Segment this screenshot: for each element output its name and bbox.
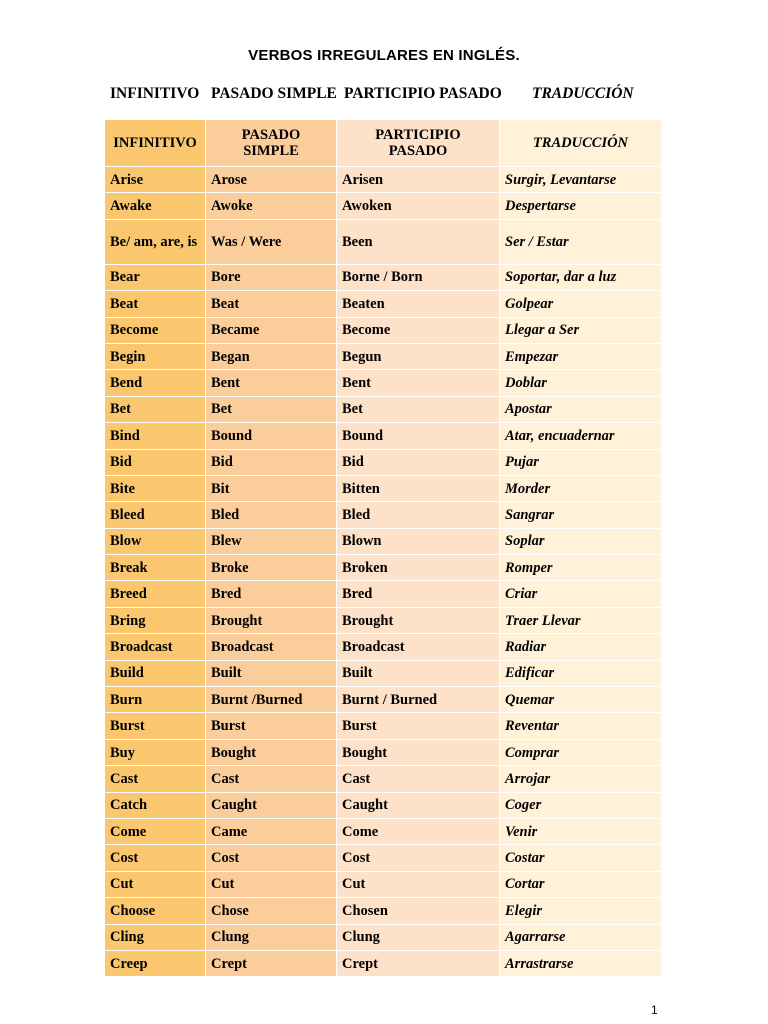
past-simple-cell: Chose — [206, 898, 337, 924]
subheading-past-simple: PASADO SIMPLE — [211, 85, 337, 102]
table-row — [105, 344, 662, 370]
infinitive-cell: Begin — [105, 344, 206, 370]
past-simple-cell: Bore — [206, 265, 337, 291]
infinitive-cell: Broadcast — [105, 634, 206, 660]
infinitive-cell: Arise — [105, 167, 206, 193]
infinitive-cell: Cast — [105, 766, 206, 792]
infinitive-cell: Come — [105, 819, 206, 845]
infinitive-cell: Cut — [105, 872, 206, 898]
infinitive-cell: Cling — [105, 925, 206, 951]
past-participle-cell: Arisen — [337, 167, 500, 193]
table-row — [105, 819, 662, 845]
translation-cell: Radiar — [500, 634, 662, 660]
past-participle-cell: Bled — [337, 502, 500, 528]
past-simple-cell: Cut — [206, 872, 337, 898]
infinitive-cell: Breed — [105, 581, 206, 607]
translation-cell: Doblar — [500, 370, 662, 396]
infinitive-cell: Bet — [105, 397, 206, 423]
header-translation — [500, 120, 662, 167]
table-row — [105, 423, 662, 449]
translation-cell: Arrojar — [500, 766, 662, 792]
infinitive-cell: Catch — [105, 793, 206, 819]
past-simple-cell: Came — [206, 819, 337, 845]
past-participle-cell: Blown — [337, 529, 500, 555]
header-past-participle-line1: PARTICIPIO — [375, 127, 461, 143]
table-row — [105, 476, 662, 502]
translation-cell: Arrastrarse — [500, 951, 662, 977]
table-row — [105, 581, 662, 607]
table-body — [105, 167, 662, 977]
table-row — [105, 793, 662, 819]
past-simple-cell: Was / Were — [206, 220, 337, 265]
past-simple-cell: Burnt /Burned — [206, 687, 337, 713]
table-row — [105, 898, 662, 924]
translation-cell: Cortar — [500, 872, 662, 898]
past-simple-cell: Bet — [206, 397, 337, 423]
past-simple-cell: Bid — [206, 450, 337, 476]
translation-cell: Venir — [500, 819, 662, 845]
translation-cell: Ser / Estar — [500, 220, 662, 265]
past-participle-cell: Built — [337, 661, 500, 687]
past-simple-cell: Broadcast — [206, 634, 337, 660]
table-row — [105, 193, 662, 219]
header-past-simple — [206, 120, 337, 167]
translation-cell: Empezar — [500, 344, 662, 370]
table-row — [105, 167, 662, 193]
table-row — [105, 370, 662, 396]
translation-cell: Surgir, Levantarse — [500, 167, 662, 193]
past-participle-cell: Broken — [337, 555, 500, 581]
header-past-participle-line2: PASADO — [388, 143, 448, 159]
infinitive-cell: Beat — [105, 291, 206, 317]
past-participle-cell: Been — [337, 220, 500, 265]
table-row — [105, 450, 662, 476]
translation-cell: Costar — [500, 845, 662, 871]
past-participle-cell: Cut — [337, 872, 500, 898]
past-simple-cell: Bit — [206, 476, 337, 502]
translation-cell: Despertarse — [500, 193, 662, 219]
past-participle-cell: Bet — [337, 397, 500, 423]
past-simple-cell: Became — [206, 318, 337, 344]
past-simple-cell: Bent — [206, 370, 337, 396]
header-translation-text: TRADUCCIÓN — [532, 135, 629, 151]
past-simple-cell: Bound — [206, 423, 337, 449]
irregular-verbs-table — [105, 120, 662, 977]
past-participle-cell: Broadcast — [337, 634, 500, 660]
translation-cell: Coger — [500, 793, 662, 819]
infinitive-cell: Be/ am, are, is — [105, 220, 206, 265]
table-row — [105, 925, 662, 951]
past-participle-cell: Burnt / Burned — [337, 687, 500, 713]
subheading-translation: TRADUCCIÓN — [532, 85, 634, 102]
past-participle-cell: Bent — [337, 370, 500, 396]
translation-cell: Reventar — [500, 713, 662, 739]
table-row — [105, 713, 662, 739]
past-simple-cell: Broke — [206, 555, 337, 581]
table-row — [105, 397, 662, 423]
infinitive-cell: Bleed — [105, 502, 206, 528]
table-row — [105, 220, 662, 265]
past-participle-cell: Brought — [337, 608, 500, 634]
infinitive-cell: Become — [105, 318, 206, 344]
table-row — [105, 845, 662, 871]
table-row — [105, 265, 662, 291]
table-row — [105, 740, 662, 766]
infinitive-cell: Bite — [105, 476, 206, 502]
translation-cell: Edificar — [500, 661, 662, 687]
infinitive-cell: Build — [105, 661, 206, 687]
translation-cell: Llegar a Ser — [500, 318, 662, 344]
translation-cell: Criar — [500, 581, 662, 607]
translation-cell: Quemar — [500, 687, 662, 713]
infinitive-cell: Creep — [105, 951, 206, 977]
past-simple-cell: Built — [206, 661, 337, 687]
past-participle-cell: Bound — [337, 423, 500, 449]
past-participle-cell: Bid — [337, 450, 500, 476]
table-row — [105, 661, 662, 687]
past-participle-cell: Begun — [337, 344, 500, 370]
infinitive-cell: Awake — [105, 193, 206, 219]
infinitive-cell: Burst — [105, 713, 206, 739]
past-participle-cell: Crept — [337, 951, 500, 977]
page-number: 1 — [651, 1003, 658, 1017]
past-participle-cell: Beaten — [337, 291, 500, 317]
past-simple-cell: Bought — [206, 740, 337, 766]
past-participle-cell: Become — [337, 318, 500, 344]
infinitive-cell: Bring — [105, 608, 206, 634]
header-infinitive-text: INFINITIVO — [113, 135, 197, 151]
past-simple-cell: Cost — [206, 845, 337, 871]
past-simple-cell: Blew — [206, 529, 337, 555]
table-row — [105, 555, 662, 581]
translation-cell: Sangrar — [500, 502, 662, 528]
translation-cell: Atar, encuadernar — [500, 423, 662, 449]
infinitive-cell: Bid — [105, 450, 206, 476]
past-participle-cell: Clung — [337, 925, 500, 951]
past-participle-cell: Awoken — [337, 193, 500, 219]
past-participle-cell: Cast — [337, 766, 500, 792]
past-simple-cell: Bled — [206, 502, 337, 528]
past-simple-cell: Burst — [206, 713, 337, 739]
translation-cell: Comprar — [500, 740, 662, 766]
translation-cell: Apostar — [500, 397, 662, 423]
translation-cell: Agarrarse — [500, 925, 662, 951]
table-row — [105, 529, 662, 555]
past-simple-cell: Beat — [206, 291, 337, 317]
infinitive-cell: Bend — [105, 370, 206, 396]
translation-cell: Golpear — [500, 291, 662, 317]
past-participle-cell: Cost — [337, 845, 500, 871]
translation-cell: Elegir — [500, 898, 662, 924]
infinitive-cell: Blow — [105, 529, 206, 555]
infinitive-cell: Bear — [105, 265, 206, 291]
past-simple-cell: Awoke — [206, 193, 337, 219]
subheading-infinitive: INFINITIVO — [110, 85, 200, 102]
table-row — [105, 608, 662, 634]
table-row — [105, 951, 662, 977]
past-participle-cell: Burst — [337, 713, 500, 739]
header-infinitive — [105, 120, 206, 167]
table-header-row — [105, 120, 662, 167]
table-row — [105, 318, 662, 344]
infinitive-cell: Bind — [105, 423, 206, 449]
infinitive-cell: Cost — [105, 845, 206, 871]
subheading-past-participle: PARTICIPIO PASADO — [344, 85, 502, 102]
table-row — [105, 766, 662, 792]
past-simple-cell: Cast — [206, 766, 337, 792]
past-participle-cell: Bought — [337, 740, 500, 766]
translation-cell: Traer Llevar — [500, 608, 662, 634]
past-participle-cell: Chosen — [337, 898, 500, 924]
translation-cell: Soplar — [500, 529, 662, 555]
infinitive-cell: Burn — [105, 687, 206, 713]
table-row — [105, 634, 662, 660]
infinitive-cell: Choose — [105, 898, 206, 924]
past-simple-cell: Clung — [206, 925, 337, 951]
past-participle-cell: Come — [337, 819, 500, 845]
translation-cell: Pujar — [500, 450, 662, 476]
header-past-simple-line1: PASADO — [241, 127, 301, 143]
past-participle-cell: Borne / Born — [337, 265, 500, 291]
past-participle-cell: Bred — [337, 581, 500, 607]
past-simple-cell: Began — [206, 344, 337, 370]
document-title: VERBOS IRREGULARES EN INGLÉS. — [248, 47, 520, 64]
table-row — [105, 502, 662, 528]
translation-cell: Soportar, dar a luz — [500, 265, 662, 291]
header-past-simple-line2: SIMPLE — [243, 143, 299, 159]
translation-cell: Morder — [500, 476, 662, 502]
past-participle-cell: Caught — [337, 793, 500, 819]
table-row — [105, 291, 662, 317]
past-participle-cell: Bitten — [337, 476, 500, 502]
past-simple-cell: Brought — [206, 608, 337, 634]
past-simple-cell: Arose — [206, 167, 337, 193]
past-simple-cell: Caught — [206, 793, 337, 819]
table-row — [105, 687, 662, 713]
header-past-participle — [337, 120, 500, 167]
translation-cell: Romper — [500, 555, 662, 581]
past-simple-cell: Bred — [206, 581, 337, 607]
infinitive-cell: Buy — [105, 740, 206, 766]
table-row — [105, 872, 662, 898]
past-simple-cell: Crept — [206, 951, 337, 977]
infinitive-cell: Break — [105, 555, 206, 581]
